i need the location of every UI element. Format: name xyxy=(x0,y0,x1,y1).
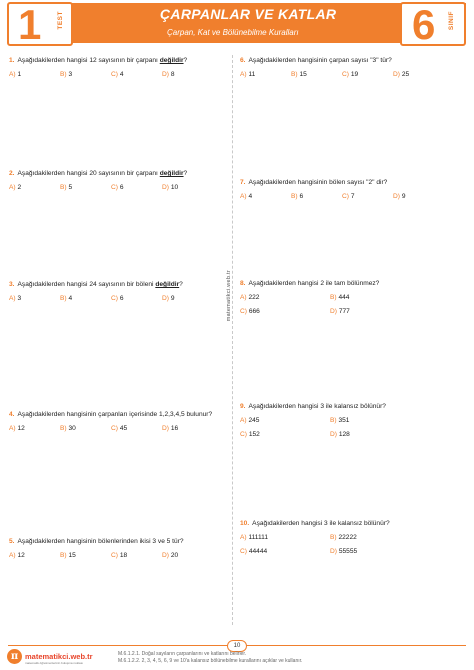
test-number: 1 xyxy=(18,1,42,48)
question-number: 6. xyxy=(240,57,246,64)
question-emphasis: değildir xyxy=(159,57,184,64)
option-d[interactable]: D) 55555 xyxy=(330,548,358,555)
option-a[interactable]: A) 12 xyxy=(9,425,25,432)
option-a[interactable]: A) 11 xyxy=(240,71,256,78)
answer-options xyxy=(240,294,450,315)
question-6 xyxy=(240,56,450,78)
question-number: 1. xyxy=(9,57,15,64)
option-a[interactable]: A) 2 xyxy=(9,184,22,191)
question-text: Aşağıdakilerden hangisi 3 ile kalansız bölünür? xyxy=(248,403,386,410)
question-stem xyxy=(240,402,450,411)
page-subtitle: Çarpan, Kat ve Bölünebilme Kuralları xyxy=(167,28,299,37)
option-b[interactable]: B) 15 xyxy=(291,71,307,78)
question-stem xyxy=(9,56,219,65)
option-d[interactable]: D) 9 xyxy=(393,193,406,200)
answer-options xyxy=(9,552,219,559)
question-number: 3. xyxy=(9,281,15,288)
question-text: Aşağıdakilerden hangisinin çarpanları içerisinde 1,2,3,4,5 bulunur? xyxy=(17,411,213,418)
class-label: SINIF xyxy=(448,11,455,31)
test-label: TEST xyxy=(57,11,64,30)
question-stem xyxy=(240,279,450,288)
option-a[interactable]: A) 3 xyxy=(9,295,22,302)
option-d[interactable]: D) 8 xyxy=(162,71,175,78)
question-text: Aşağıdakilerden hangisi 2 ile tam bölünmez? xyxy=(248,280,380,287)
option-b[interactable]: B) 6 xyxy=(291,193,304,200)
option-d[interactable]: D) 10 xyxy=(162,184,179,191)
option-c[interactable]: C) 44444 xyxy=(240,548,268,555)
option-a[interactable]: A) 111111 xyxy=(240,534,268,541)
option-b[interactable]: B) 5 xyxy=(60,184,73,191)
option-c[interactable]: C) 666 xyxy=(240,308,260,315)
question-end: ? xyxy=(183,170,188,177)
question-end: ? xyxy=(179,281,183,288)
page-number: 10 xyxy=(227,640,247,652)
question-text: Aşağıdakilerden hangisinin çarpan sayısı "3" tür? xyxy=(248,57,392,64)
question-10 xyxy=(240,519,450,555)
answer-options xyxy=(240,193,450,200)
option-b[interactable]: B) 30 xyxy=(60,425,76,432)
answer-options xyxy=(240,71,450,78)
option-a[interactable]: A) 245 xyxy=(240,417,260,424)
answer-options xyxy=(240,534,450,555)
option-b[interactable]: B) 3 xyxy=(60,71,73,78)
question-4 xyxy=(9,410,219,432)
question-text: Aşağıdakilerden hangisi 20 sayısının bir çarpanı xyxy=(17,170,158,177)
question-text: Aşağıdakilerden hangisinin bölenlerinden ikisi 3 ve 5 tür? xyxy=(17,538,184,545)
question-3 xyxy=(9,280,219,302)
class-number-box xyxy=(400,2,466,46)
option-b[interactable]: B) 351 xyxy=(330,417,350,424)
option-c[interactable]: C) 152 xyxy=(240,431,260,438)
option-c[interactable]: C) 7 xyxy=(342,193,355,200)
option-c[interactable]: C) 45 xyxy=(111,425,128,432)
question-text: Aşağıdakilerden hangisinin bölen sayısı "2" dir? xyxy=(248,179,388,186)
question-number: 8. xyxy=(240,280,246,287)
option-c[interactable]: C) 18 xyxy=(111,552,128,559)
answer-options xyxy=(9,295,219,302)
question-number: 9. xyxy=(240,403,246,410)
option-a[interactable]: A) 12 xyxy=(9,552,25,559)
question-stem xyxy=(9,410,219,419)
option-c[interactable]: C) 19 xyxy=(342,71,359,78)
question-emphasis: değildir xyxy=(155,281,180,288)
question-number: 7. xyxy=(240,179,246,186)
pi-logo-icon: π xyxy=(7,649,22,664)
option-b[interactable]: B) 22222 xyxy=(330,534,357,541)
question-end: ? xyxy=(183,57,188,64)
question-emphasis: değildir xyxy=(159,170,184,177)
question-8 xyxy=(240,279,450,315)
question-stem xyxy=(9,280,219,289)
standard-line-2: M.6.1.2.2. 2, 3, 4, 5, 6, 9 ve 10'a kalansız bölünebilme kurallarını açıklar ve kullanır. xyxy=(118,657,303,664)
option-b[interactable]: B) 4 xyxy=(60,295,73,302)
question-stem xyxy=(240,178,450,187)
question-number: 10. xyxy=(240,520,250,527)
watermark-text: matematikci.web.tr xyxy=(226,270,232,322)
question-stem xyxy=(240,56,450,65)
question-stem xyxy=(240,519,450,528)
answer-options xyxy=(240,417,450,438)
standard-line-1: M.6.1.2.1. Doğal sayıların çarpanlarını ve katlarını belirler. xyxy=(118,651,247,657)
option-a[interactable]: A) 4 xyxy=(240,193,253,200)
option-d[interactable]: D) 128 xyxy=(330,431,350,438)
answer-options xyxy=(9,71,219,78)
question-stem xyxy=(9,169,219,178)
option-d[interactable]: D) 25 xyxy=(393,71,410,78)
question-7 xyxy=(240,178,450,200)
curriculum-standards xyxy=(118,651,302,664)
question-5 xyxy=(9,537,219,559)
answer-options xyxy=(9,425,219,432)
option-a[interactable]: A) 1 xyxy=(9,71,22,78)
class-number: 6 xyxy=(412,1,436,48)
option-c[interactable]: C) 6 xyxy=(111,184,124,191)
option-a[interactable]: A) 222 xyxy=(240,294,260,301)
question-text: Aşağıdakilerden hangisi 12 sayısının bir çarpanı xyxy=(17,57,158,64)
question-text: Aşağıdakilerden hangisi 24 sayısının bir böleni xyxy=(17,281,154,288)
option-c[interactable]: C) 4 xyxy=(111,71,124,78)
option-d[interactable]: D) 20 xyxy=(162,552,179,559)
test-number-box xyxy=(7,2,73,46)
answer-options xyxy=(9,184,219,191)
logo-text: matematikci.web.tr xyxy=(25,652,93,661)
option-c[interactable]: C) 6 xyxy=(111,295,124,302)
question-9 xyxy=(240,402,450,438)
logo-subtext: matematik öğretmenlerinin buluşma noktası xyxy=(25,661,84,665)
option-d[interactable]: D) 16 xyxy=(162,425,179,432)
option-d[interactable]: D) 9 xyxy=(162,295,175,302)
question-1 xyxy=(9,56,219,78)
page-title: ÇARPANLAR VE KATLAR xyxy=(160,6,337,22)
question-text: Aşağıdakilerden hangisi 3 ile kalansız bölünür? xyxy=(252,520,390,527)
option-d[interactable]: D) 777 xyxy=(330,308,350,315)
option-b[interactable]: B) 444 xyxy=(330,294,350,301)
question-number: 2. xyxy=(9,170,15,177)
question-number: 4. xyxy=(9,411,15,418)
question-2 xyxy=(9,169,219,191)
option-b[interactable]: B) 15 xyxy=(60,552,76,559)
question-number: 5. xyxy=(9,538,15,545)
column-divider xyxy=(232,55,233,625)
question-stem xyxy=(9,537,219,546)
page-header xyxy=(0,0,474,50)
